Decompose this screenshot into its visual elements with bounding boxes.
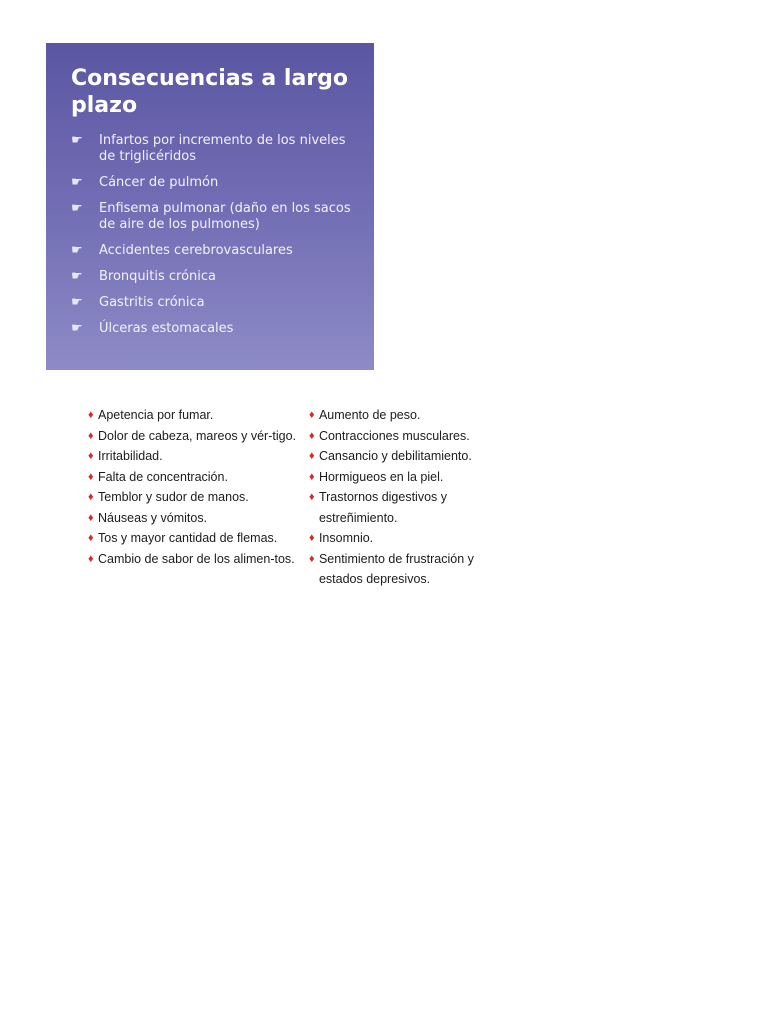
list-item: ♦ Sentimiento de frustración y estados depresivos. [309,549,508,590]
list-item: ♦ Temblor y sudor de manos. [88,487,309,508]
bullet-icon: ♦ [88,429,94,442]
hand-pointer-icon: ☛ [71,243,83,258]
list-item: ♦ Apetencia por fumar. [88,405,309,426]
list-item: ☛ Accidentes cerebrovasculares [71,243,293,258]
bullet-icon: ♦ [88,450,94,462]
symptoms-right-column [309,405,508,590]
long-term-consequences-slide [46,43,374,370]
bullet-icon: ♦ [308,552,315,565]
list-item: ♦ Aumento de peso. [309,405,508,426]
list-item: ♦ Náuseas y vómitos. [88,508,309,529]
consequences-list [71,133,354,337]
slide-title: Consecuencias a largo plazo [71,66,349,118]
list-item: ♦ Irritabilidad. [88,446,309,467]
bullet-icon: ♦ [308,470,315,483]
list-item: ♦ Cansancio y debilitamiento. [309,446,508,467]
bullet-icon: ♦ [308,491,315,503]
list-item: ☛ Enfisema pulmonar (daño en los sacos de aire de los pulmones) [71,201,351,232]
list-item: ♦ Hormigueos en la piel. [309,467,508,488]
bullet-icon: ♦ [308,450,315,462]
bullet-icon: ♦ [88,409,94,421]
hand-pointer-icon: ☛ [71,175,83,190]
list-item: ♦ Insomnio. [309,528,508,549]
hand-pointer-icon: ☛ [71,269,83,284]
list-item: ♦ Falta de concentración. [88,467,309,488]
bullet-icon: ♦ [88,491,94,503]
list-item: ♦ Contracciones musculares. [309,426,508,447]
symptoms-left-column [88,405,309,590]
list-item: ☛ Cáncer de pulmón [71,175,219,190]
list-item: ☛ Úlceras estomacales [71,321,234,336]
hand-pointer-icon: ☛ [71,321,83,336]
bullet-icon: ♦ [308,532,315,544]
bullet-icon: ♦ [88,511,94,524]
list-item: ♦ Cambio de sabor de los alimen-tos. [88,549,309,570]
bullet-icon: ♦ [88,470,94,483]
hand-pointer-icon: ☛ [71,295,83,310]
list-item: ☛ Gastritis crónica [71,295,205,310]
bullet-icon: ♦ [88,532,94,544]
bullet-icon: ♦ [308,429,315,442]
bullet-icon: ♦ [88,552,94,565]
list-item: ♦ Tos y mayor cantidad de flemas. [88,528,309,549]
list-item: ☛ Infartos por incremento de los niveles de triglicéridos [71,133,346,164]
withdrawal-symptoms [88,405,508,590]
bullet-icon: ♦ [308,409,315,421]
hand-pointer-icon: ☛ [71,133,83,148]
hand-pointer-icon: ☛ [71,201,83,216]
list-item: ♦ Dolor de cabeza, mareos y vér-tigo. [88,426,309,447]
list-item: ♦ Trastornos digestivos y estreñimiento. [309,487,508,528]
list-item: ☛ Bronquitis crónica [71,269,217,284]
